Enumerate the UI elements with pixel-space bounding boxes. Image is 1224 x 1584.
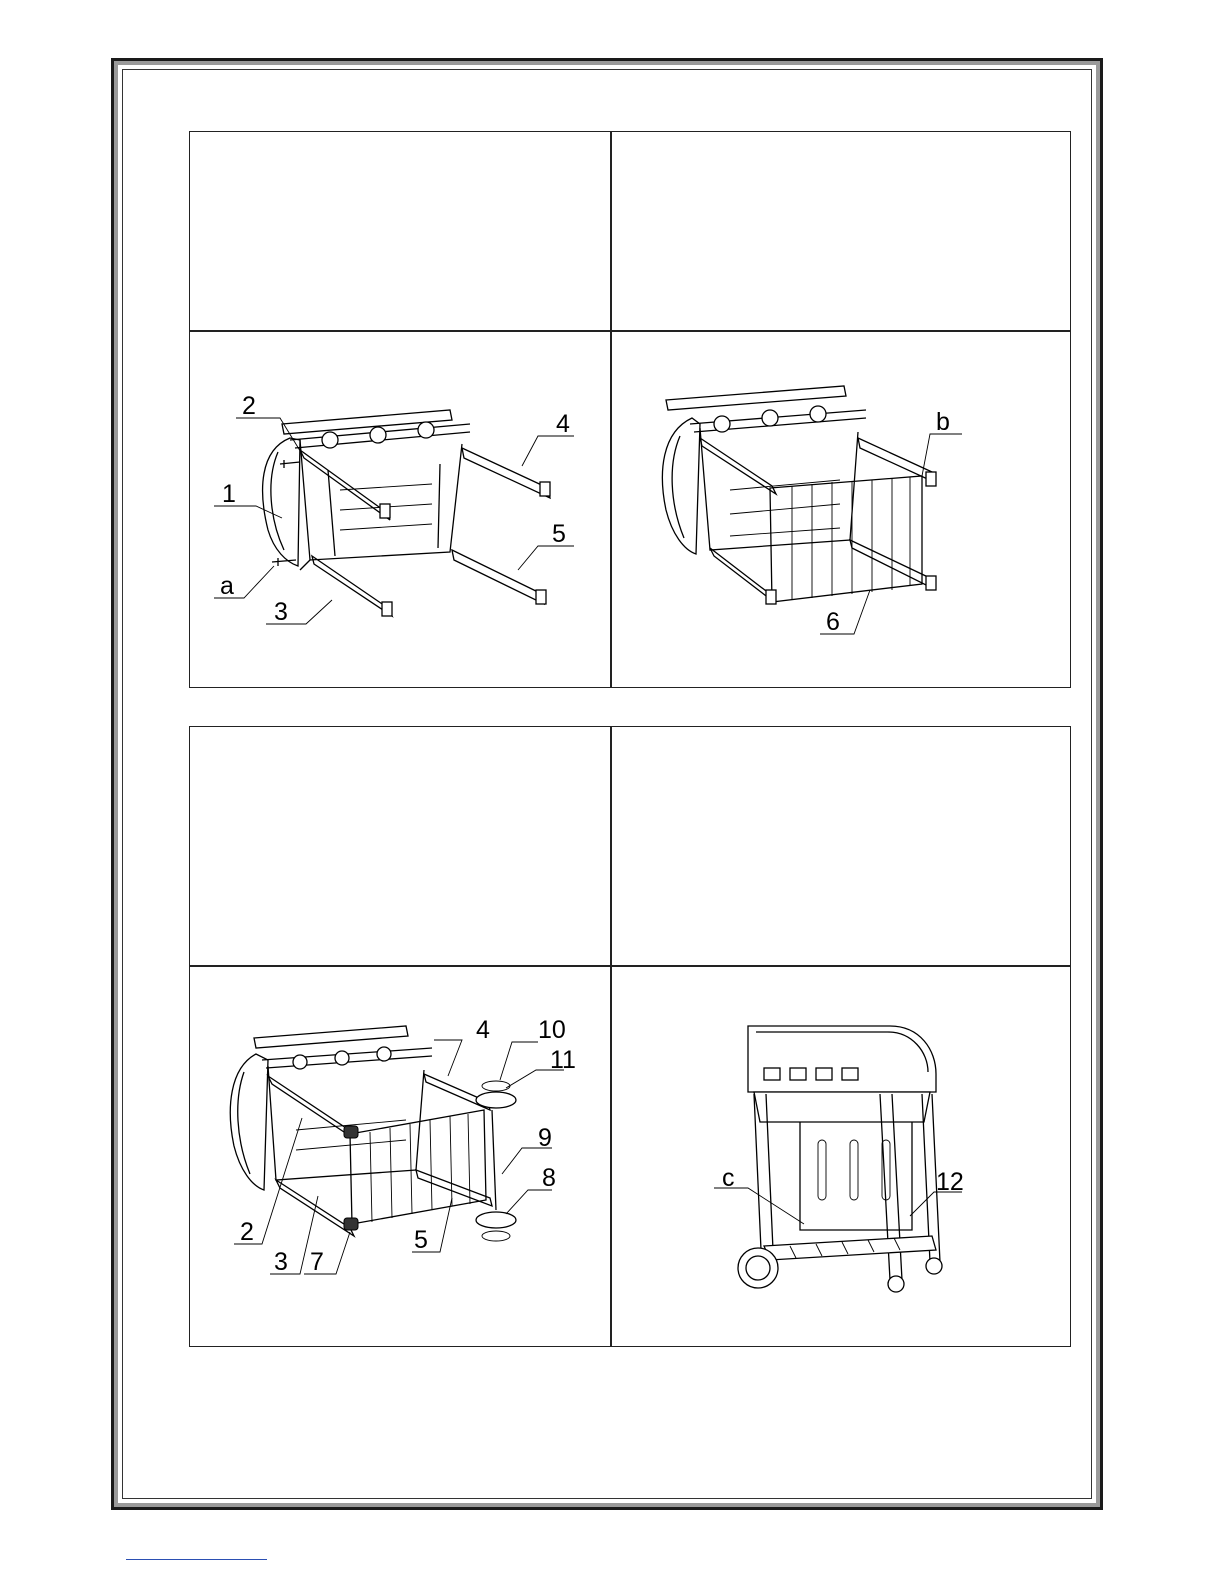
label-3: 3	[274, 1248, 288, 1276]
label-2: 2	[242, 392, 256, 420]
label-1: 1	[222, 480, 236, 508]
label-a: a	[220, 572, 234, 600]
label-6: 6	[826, 608, 840, 636]
label-5: 5	[552, 520, 566, 548]
label-12: 12	[936, 1168, 964, 1196]
footer-link[interactable]	[126, 1559, 267, 1560]
step-2-illustration	[630, 380, 1050, 640]
label-3: 3	[274, 598, 288, 626]
label-b: b	[936, 408, 950, 436]
label-10: 10	[538, 1016, 566, 1044]
label-11: 11	[550, 1046, 576, 1074]
label-5: 5	[414, 1226, 428, 1254]
label-8: 8	[542, 1164, 556, 1192]
label-9: 9	[538, 1124, 552, 1152]
label-c: c	[722, 1164, 735, 1192]
label-4: 4	[556, 410, 570, 438]
label-7: 7	[310, 1248, 324, 1276]
label-2: 2	[240, 1218, 254, 1246]
label-4: 4	[476, 1016, 490, 1044]
step-1-illustration	[200, 380, 600, 640]
step-3-illustration	[200, 1010, 600, 1290]
step-4-illustration	[700, 1010, 1000, 1300]
